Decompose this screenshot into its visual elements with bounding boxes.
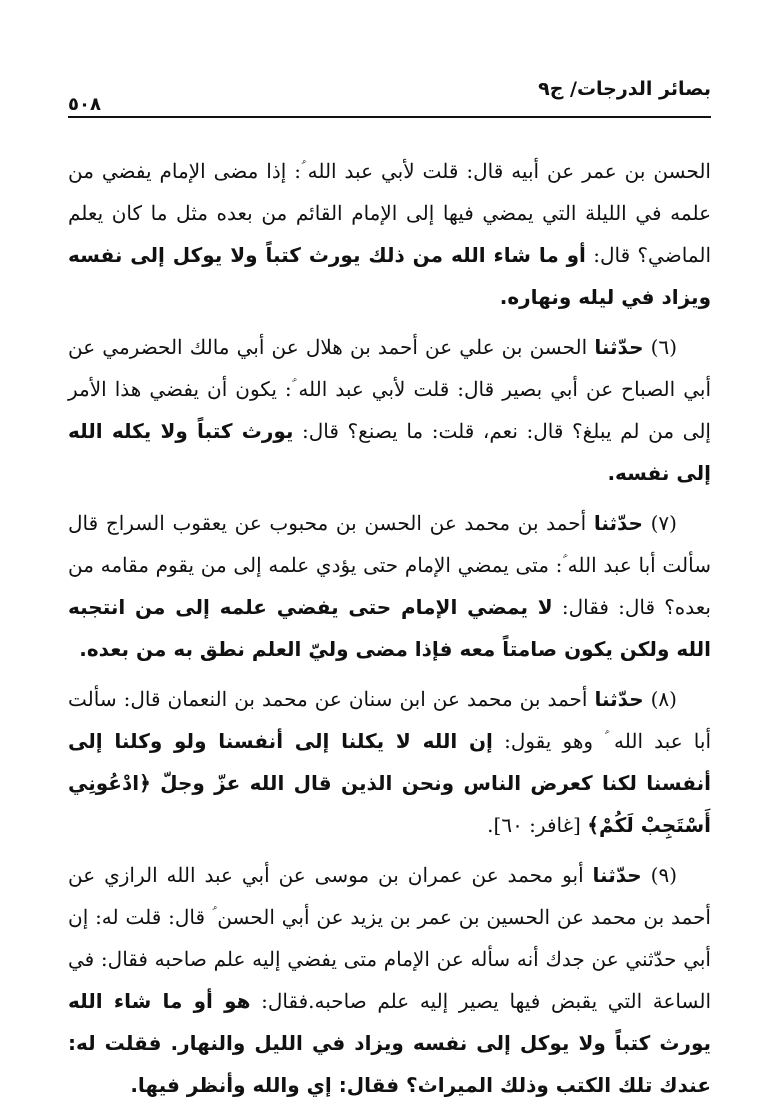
narration-head: حدّثنا	[594, 335, 644, 359]
imam-answer: لا يمضي الإمام حتى يفضي علمه إلى من انتجبه الله ولكن يكون صامتاً معه فإذا مضى وليّ العلم نطق به من بعده.	[68, 595, 711, 661]
narration: الحسن بن علي عن أحمد بن هلال عن أبي مالك الحضرمي عن أبي الصباح عن أبي بصير قال: قلت لأبي عبد الله ؑ: يكون أن يفضي هذا الأمر إلى من لم يبلغ؟ قال: نعم، قلت: ما يصنع؟ قال:	[68, 335, 711, 443]
narration-head: حدّثنا	[593, 511, 643, 535]
narration-head: حدّثنا	[594, 687, 644, 711]
imam-answer: يورث كتباً ولا يكله الله إلى نفسه.	[68, 419, 711, 485]
narration: أحمد بن محمد عن الحسن بن محبوب عن يعقوب السراج قال سألت أبا عبد الله ؑ: متى يمضي الإمام حتى يؤدي علمه إلى من يقوم مقامه من بعده؟ قال: فقال:	[68, 511, 711, 619]
imam-answer: إن الله لا يكلنا إلى أنفسنا ولو وكلنا إلى أنفسنا لكنا كعرض الناس ونحن الذين قال الله عزّ وجلّ ﴿ادْعُونِي أَسْتَجِبْ لَكُمْ﴾	[68, 729, 711, 837]
hadith-9	[68, 854, 711, 1106]
narration-head: حدّثنا	[592, 863, 642, 887]
hadith-8	[68, 678, 711, 846]
text-body	[68, 150, 711, 1114]
hadith-6	[68, 326, 711, 494]
header-rule	[68, 116, 711, 118]
hadith-number: (٨)	[643, 687, 677, 711]
page-number: ٥٠٨	[68, 94, 101, 115]
hadith-number: (٧)	[642, 511, 677, 535]
narration: الحسن بن عمر عن أبيه قال: قلت لأبي عبد الله ؑ: إذا مضى الإمام يفضي من علمه في الليلة التي يمضي فيها إلى الإمام القائم من بعده مثل ما كان يعلم الماضي؟ قال:	[68, 159, 711, 267]
narration: أبو محمد عن عمران بن موسى عن أبي عبد الله الرازي عن أحمد بن محمد عن الحسين بن عمر بن يزيد عن أبي الحسن ؑ قال: قلت له: إن أبي حدّثني عن جدك أنه سأله عن الإمام متى يفضي إليه علم صاحبه فقال: في الساعة التي يقبض فيها يصير إليه علم صاحبه.فقال:	[68, 863, 712, 1013]
narration: أحمد بن محمد عن ابن سنان عن محمد بن النعمان قال: سألت أبا عبد الله ؑ وهو يقول:	[68, 687, 711, 753]
quran-reference: [غافر: ٦٠].	[487, 813, 588, 837]
paragraph-continued	[68, 150, 711, 318]
running-header	[68, 70, 711, 118]
header-title: بصائر الدرجات/ ج٩	[538, 78, 711, 100]
imam-answer: هو أو ما شاء الله يورث كتباً ولا يوكل إلى نفسه ويزاد في الليل والنهار. فقلت له: عندك تلك الكتب وذلك الميراث؟ فقال: إي والله وأنظر فيها.	[68, 989, 711, 1097]
hadith-number: (٩)	[641, 863, 677, 887]
hadith-number: (٦)	[643, 335, 677, 359]
imam-answer: أو ما شاء الله من ذلك يورث كتباً ولا يوكل إلى نفسه ويزاد في ليله ونهاره.	[68, 243, 711, 309]
hadith-7	[68, 502, 711, 670]
